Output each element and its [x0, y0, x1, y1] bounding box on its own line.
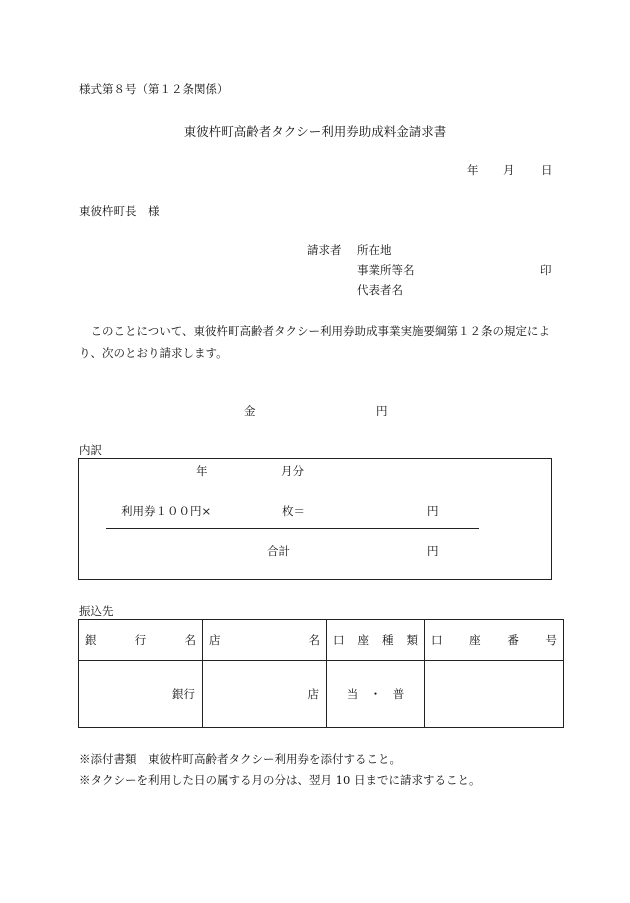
header-bank-name-char: 行: [134, 633, 147, 647]
breakdown-count-label: 枚＝: [282, 504, 305, 518]
breakdown-month-label: 月分: [281, 464, 304, 478]
bank-table-header-row: [79, 620, 564, 661]
breakdown-year-label: 年: [196, 464, 208, 478]
requester-address-label: 所在地: [357, 243, 392, 257]
header-account-number-char: 座: [469, 633, 481, 647]
branch-suffix: 店: [307, 687, 319, 701]
note-deadline: ※タクシーを利用した日の属する月の分は、翌月 10 日までに請求すること。: [79, 773, 481, 787]
breakdown-title: 内訳: [79, 443, 102, 457]
header-account-number: [425, 620, 564, 661]
header-account-number-char: 番: [507, 633, 519, 647]
breakdown-ticket-label: 利用券１００円×: [121, 504, 212, 518]
breakdown-yen-label: 円: [427, 504, 439, 518]
account-type-options: 当 ・ 普: [346, 687, 405, 701]
header-bank-name-char: 銀: [85, 633, 97, 647]
bank-transfer-table: [78, 619, 564, 728]
header-branch-name: [203, 620, 327, 661]
breakdown-total-label: 合計: [267, 544, 290, 558]
date-month-label: 月: [503, 163, 515, 177]
header-account-type-char: 類: [406, 633, 418, 647]
header-account-type-char: 種: [382, 633, 394, 647]
note-attachment: ※添付書類 東彼杵町高齢者タクシー利用券を添付すること。: [79, 752, 401, 766]
document-title: 東彼杵町高齢者タクシー利用券助成料金請求書: [183, 124, 447, 139]
header-branch-name-char: 店: [209, 633, 221, 647]
breakdown-divider: [106, 528, 479, 529]
bank-name-cell: [79, 661, 203, 728]
date-day-label: 日: [541, 163, 553, 177]
date-year-label: 年: [467, 163, 479, 177]
bank-table-value-row: [79, 661, 564, 728]
header-account-type-char: 口: [333, 633, 345, 647]
header-branch-name-char: 名: [308, 633, 320, 647]
addressee: 東彼杵町長 様: [79, 204, 160, 218]
header-account-type: [327, 620, 425, 661]
request-body-text: このことについて、東彼杵町高齢者タクシー利用券助成事業実施要綱第１２条の規定により、次のとおり請求します。: [79, 324, 551, 360]
form-number: 様式第８号（第１２条関係）: [79, 82, 229, 96]
account-type-cell: [327, 661, 425, 728]
account-number-cell: [425, 661, 564, 728]
requester-business-label: 事業所等名: [357, 263, 415, 277]
amount-prefix: 金: [244, 404, 256, 418]
requester-label: 請求者: [307, 243, 342, 257]
header-account-number-char: 号: [545, 633, 557, 647]
bank-suffix: 銀行: [172, 687, 195, 701]
branch-name-cell: [203, 661, 327, 728]
requester-representative-label: 代表者名: [357, 283, 403, 297]
header-account-type-char: 座: [357, 633, 369, 647]
breakdown-total-yen-label: 円: [427, 544, 439, 558]
seal-mark: 印: [540, 263, 552, 277]
header-bank-name-char: 名: [184, 633, 196, 647]
transfer-title: 振込先: [79, 604, 114, 618]
header-bank-name: [79, 620, 203, 661]
breakdown-box: [78, 458, 552, 580]
header-account-number-char: 口: [431, 633, 443, 647]
amount-unit: 円: [376, 404, 388, 418]
